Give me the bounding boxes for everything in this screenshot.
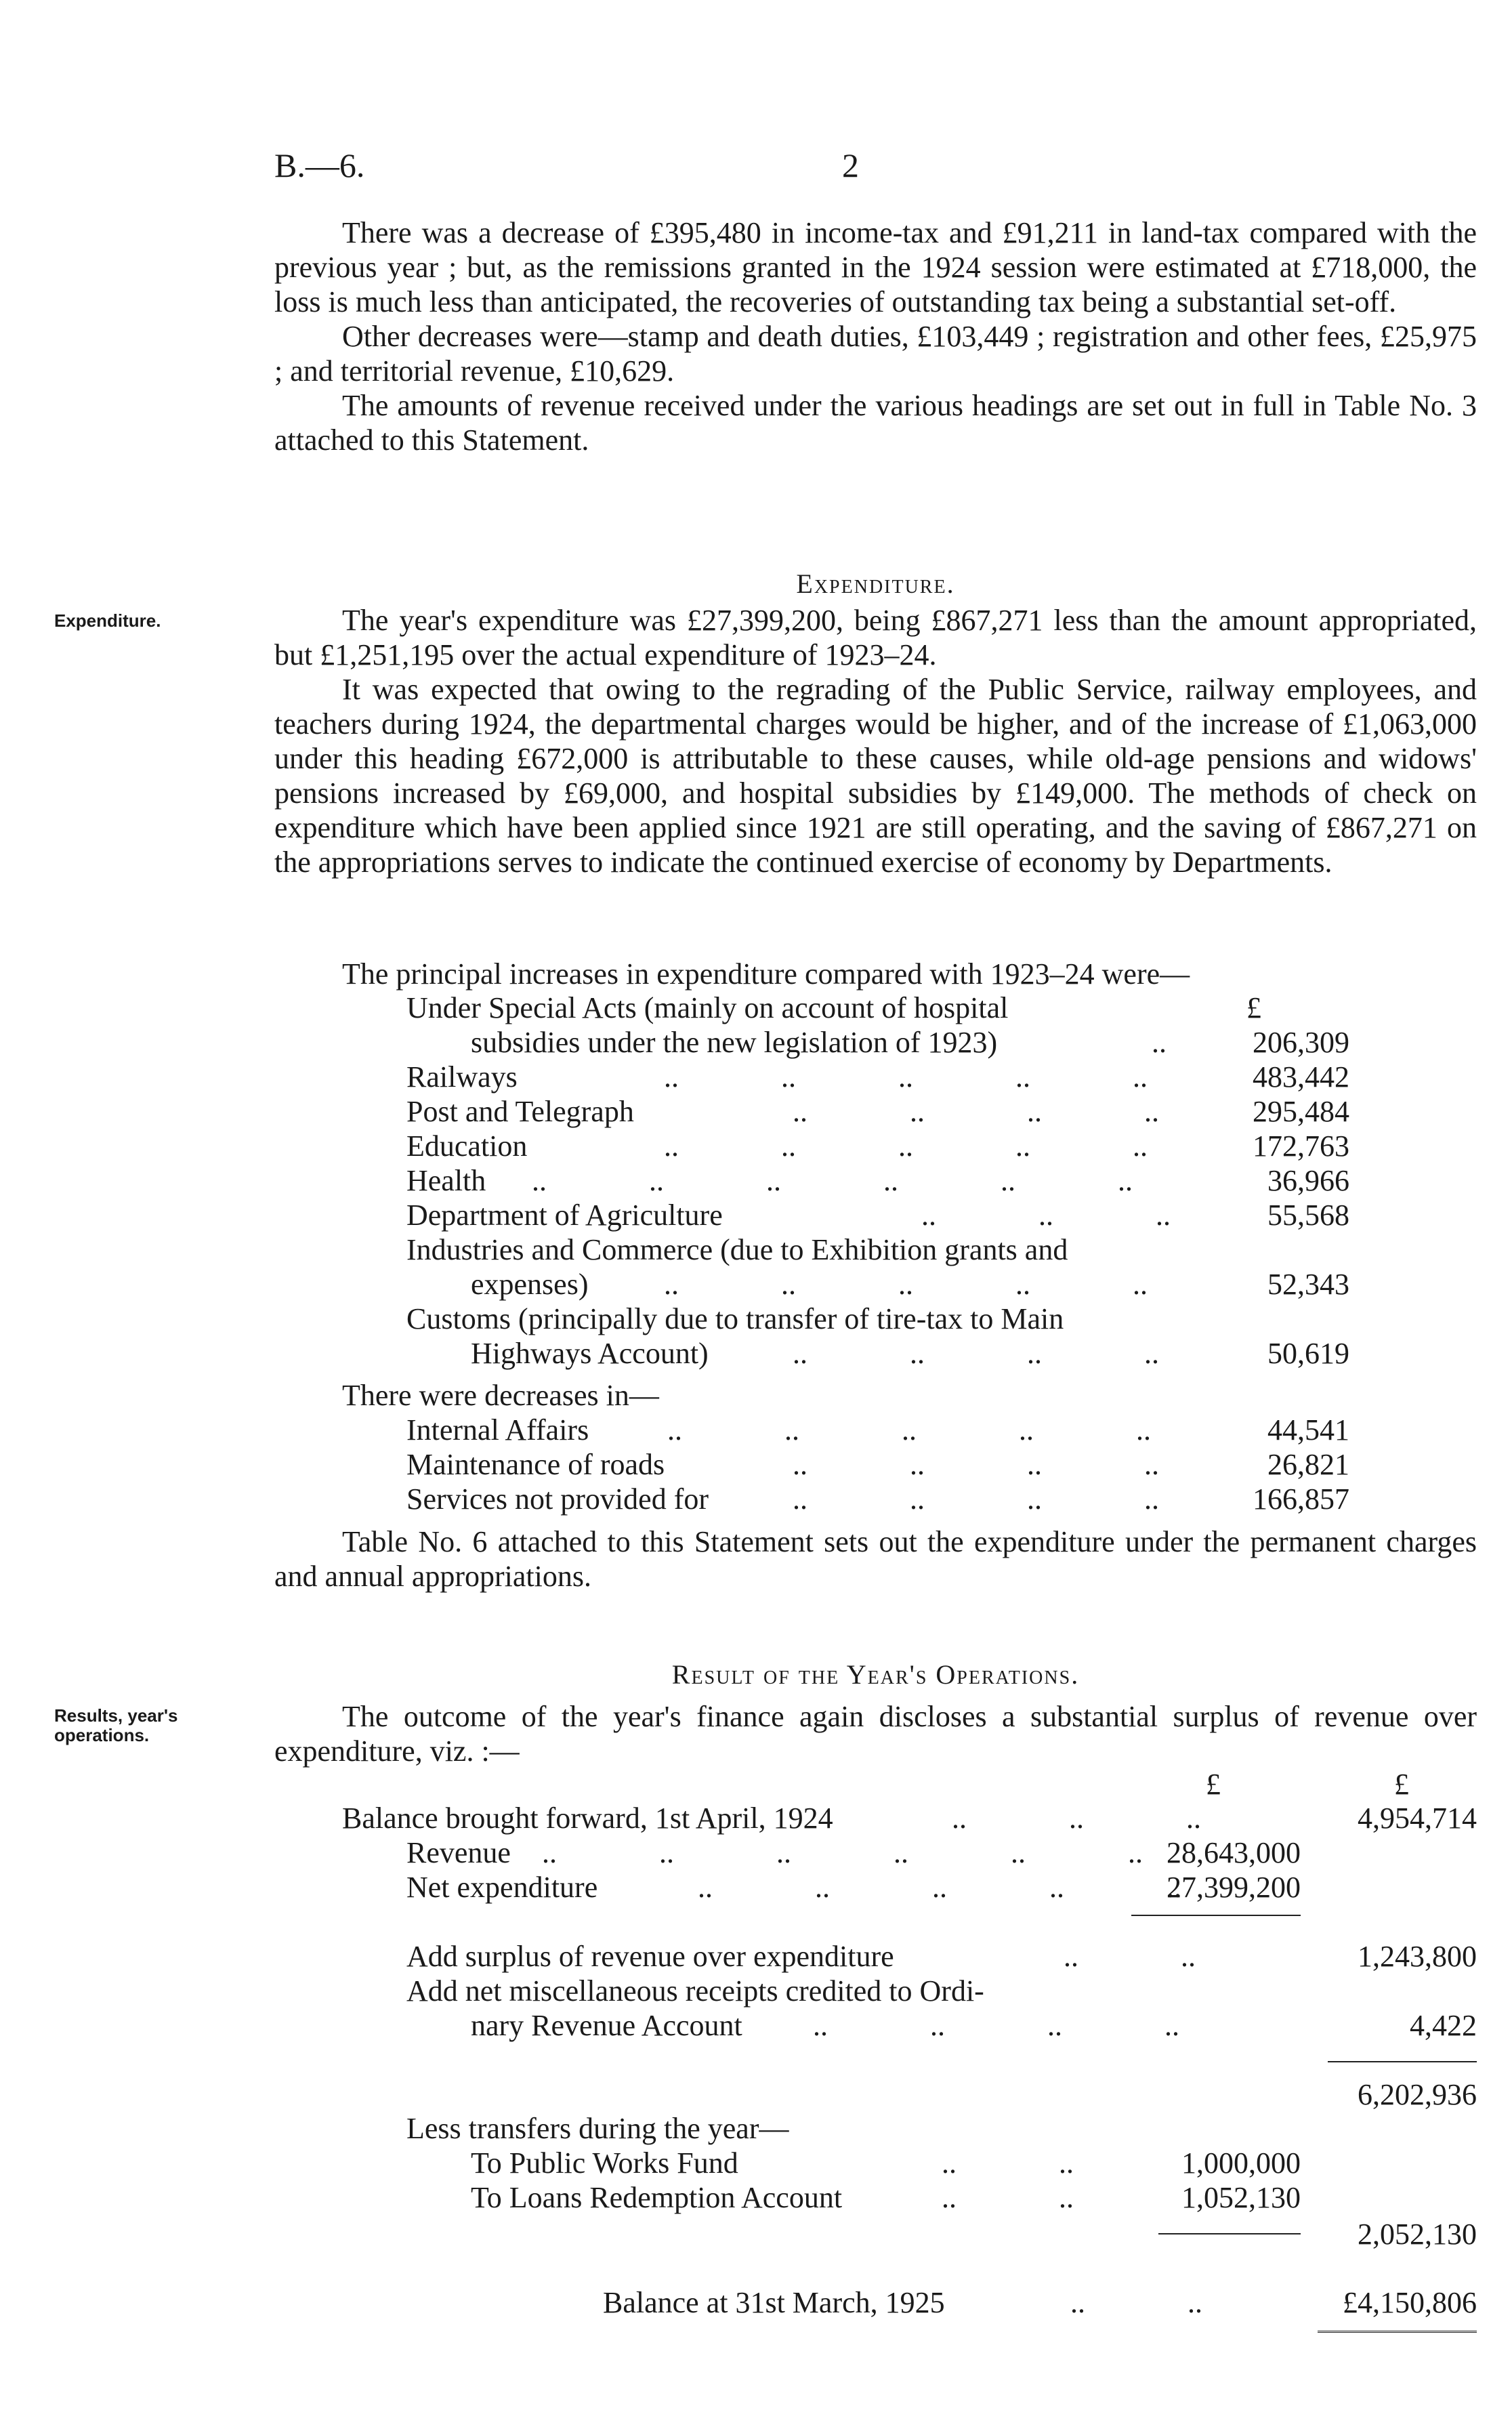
list-item-label: Internal Affairs <box>406 1413 589 1447</box>
list-item-label: Education <box>406 1129 528 1163</box>
list-item-value: 52,343 <box>1267 1268 1349 1301</box>
side-note-results-1: Results, year's <box>54 1705 178 1726</box>
public-works-value: 1,000,000 <box>1181 2146 1301 2180</box>
expenditure-section <box>274 603 1477 879</box>
expenditure-closing <box>274 1524 1477 1594</box>
row-label: Add surplus of revenue over expenditure <box>406 1940 894 1973</box>
total-rule <box>1328 2061 1477 2062</box>
document-page: B.—6. 2 There was a decrease of £395,480 in income-tax and £91,211 in land-tax compared with the previous year ; but, as the remissions granted in the 1924 session were estimated at £718,000, the loss is much less than anticipated, the recoveries of outstanding tax being a substantial set-off. Other decreases were—stamp and death duties, £103,449 ; registration and other fees, £25,975 ; and territorial revenue, £10,629. The amounts of revenue received under the various headings are set out in full in Table No. 3 attached to this Statement. Expenditure. Expenditure. The year's expenditure was £27,399,200, being £867,271 less than the amount appropriated, but £1,251,195 over the actual expenditure of 1923–24. It was expected that owing to the regrading of the Public Service, railway employees, and teachers during 1924, the departmental charges would be higher, and of the increase of £1,063,000 under this heading £672,000 is attributable to these causes, while old-age pensions and widows' pensions increased by £69,000, and hospital subsidies by £149,000. The methods of check on expenditure which have been applied since 1921 are still operating, and the saving of £867,271 on the appropriations serves to indicate the continued exercise of economy by Departments. The principal increases in expenditure compared with 1923–24 were— £ Under Special Acts (mainly on account of hospital subsidies under the new legislation of 1923) .. 206,309 Railways .. .. .. .. .. 483,442 Post and Telegraph .. .. .. .. 295,484 Education .. .. .. .. .. 172,763 Health .. .. .. .. .. .. 36,966 Department of Agriculture .. .. .. 55,568 Industries and Commerce (due to Exhibition grants and expenses) .. .. .. .. .. 52,343 Customs (principally due to transfer of tire-tax to Main Highways Account) .. .. .. .. 50,619 There were decreases in— Internal Affairs .. .. .. .. .. 44,541 Maintenance of roads .. .. .. .. 26,821 Services not provided for .. .. .. .. 166,857 Table No. 6 attached to this Statement sets out the expenditure under the permanent charges and annual appropriations. Result of the Year's Operations. Results, year's operations. The outcome of the year's finance again discloses a substantial surplus of revenue over expenditure, viz. :— £ £ Balance brought forward, 1st April, 1924 .. .. .. 4,954,714 Revenue .. .. .. .. .. .. 28,643,000 Net expenditure .. .. .. .. .. 27,399,200 Add surplus of revenue over expenditure .. .. 1,243,800 Add net miscellaneous receipts credited to Ordi- nary Revenue Account .. .. .. .. 4,422 6,202,936 Less transfers during the year— To Public Works Fund .. .. 1,000,000 To Loans Redemption Account .. .. 1,052,130 2,052,130 Balance at 31st March, 1925 .. .. £4,150,806 <box>0 0 1512 2433</box>
paragraph: There was a decrease of £395,480 in income-tax and £91,211 in land-tax compared with the previous year ; but, as the remissions granted in the 1924 session were estimated at £718,000, the loss is much less than anticipated, the recoveries of outstanding tax being a substantial set-off. <box>274 216 1477 318</box>
list-item-label: Industries and Commerce (due to Exhibition grants and <box>406 1233 1068 1266</box>
decreases-intro: There were decreases in— <box>342 1379 659 1412</box>
balance-forward-value: 4,954,714 <box>1358 1802 1477 1835</box>
list-item-label: expenses) <box>471 1268 589 1301</box>
list-item-label: Customs (principally due to transfer of tire-tax to Main <box>406 1302 1064 1335</box>
increases-intro: The principal increases in expenditure compared with 1923–24 were— <box>342 957 1190 991</box>
list-item-value: 172,763 <box>1253 1129 1349 1163</box>
closing-balance-label: Balance at 31st March, 1925 <box>603 2286 945 2319</box>
document-reference: B.—6. <box>274 146 365 184</box>
surplus-value: 1,243,800 <box>1358 1940 1477 1973</box>
side-note-results-2: operations. <box>54 1725 150 1745</box>
list-item-value: 295,484 <box>1253 1095 1349 1128</box>
currency-header: £ <box>1246 991 1261 1024</box>
list-item-value: 36,966 <box>1267 1164 1349 1197</box>
list-item-value: 483,442 <box>1253 1060 1349 1094</box>
page-number: 2 <box>842 146 859 184</box>
row-label: To Loans Redemption Account <box>471 2181 843 2214</box>
misc-receipts-value: 4,422 <box>1410 2009 1477 2042</box>
row-label: Net expenditure <box>406 1871 598 1904</box>
paragraph: The year's expenditure was £27,399,200, being £867,271 less than the amount appropriated, but £1,251,195 over the actual expenditure of 1923–24. <box>274 604 1477 671</box>
list-item-value: 50,619 <box>1267 1337 1349 1370</box>
paragraph: The amounts of revenue received under the various headings are set out in full in Table No. 3 attached to this Statement. <box>274 389 1477 457</box>
side-note-expenditure: Expenditure. <box>54 610 161 631</box>
list-item-label: Highways Account) <box>471 1337 709 1370</box>
section-heading-expenditure: Expenditure. <box>796 568 955 599</box>
list-item-label: subsidies under the new legislation of 1923) <box>471 1026 998 1059</box>
row-label: Add net miscellaneous receipts credited to Ordi- <box>406 1974 984 2008</box>
list-item-label: Post and Telegraph <box>406 1095 634 1128</box>
row-label: nary Revenue Account <box>471 2009 742 2042</box>
intro-section <box>274 215 1477 457</box>
column-header-1: £ <box>1206 1768 1221 1801</box>
list-item-label: Railways <box>406 1060 518 1094</box>
subtotal-rule <box>1131 1915 1301 1916</box>
row-label: Revenue <box>406 1836 511 1869</box>
loans-redemption-value: 1,052,130 <box>1181 2181 1301 2214</box>
paragraph: Other decreases were—stamp and death duties, £103,449 ; registration and other fees, £25,975 ; and territorial revenue, £10,629. <box>274 320 1477 388</box>
list-item-label: Under Special Acts (mainly on account of hospital <box>406 991 1009 1024</box>
paragraph: It was expected that owing to the regrading of the Public Service, railway employees, and teachers during 1924, the departmental charges would be higher, and of the increase of £1,063,000 under this heading £672,000 is attributable to these causes, while old-age pensions and widows' pensions increased by £69,000, and hospital subsidies by £149,000. The methods of check on expenditure which have been applied since 1921 are still operating, and the saving of £867,271 on the appropriations serves to indicate the continued exercise of economy by Departments. <box>274 673 1477 879</box>
list-item-label: Health <box>406 1164 486 1197</box>
revenue-value: 28,643,000 <box>1167 1836 1301 1869</box>
transfers-total-value: 2,052,130 <box>1358 2218 1477 2251</box>
row-label: Balance brought forward, 1st April, 1924 <box>342 1802 833 1835</box>
list-item-value: 206,309 <box>1253 1026 1349 1059</box>
double-underline <box>1318 2331 1477 2335</box>
list-item-value: 166,857 <box>1253 1482 1349 1516</box>
row-label: Less transfers during the year— <box>406 2112 789 2145</box>
closing-balance-value: £4,150,806 <box>1343 2286 1477 2319</box>
net-expenditure-value: 27,399,200 <box>1167 1871 1301 1904</box>
list-item-label: Services not provided for <box>406 1482 709 1516</box>
column-header-2: £ <box>1394 1768 1409 1801</box>
list-item-value: 55,568 <box>1267 1199 1349 1232</box>
paragraph: Table No. 6 attached to this Statement sets out the expenditure under the permanent charges and annual appropriations. <box>274 1525 1477 1593</box>
row-label: To Public Works Fund <box>471 2146 738 2180</box>
list-item-label: Department of Agriculture <box>406 1199 723 1232</box>
results-intro <box>274 1699 1477 1768</box>
paragraph: The outcome of the year's finance again discloses a substantial surplus of revenue over expenditure, viz. :— <box>274 1700 1477 1768</box>
list-item-label: Maintenance of roads <box>406 1448 665 1481</box>
subtotal-value: 6,202,936 <box>1358 2078 1477 2111</box>
section-heading-results: Result of the Year's Operations. <box>671 1659 1080 1690</box>
list-item-value: 26,821 <box>1267 1448 1349 1481</box>
list-item-value: 44,541 <box>1267 1413 1349 1447</box>
